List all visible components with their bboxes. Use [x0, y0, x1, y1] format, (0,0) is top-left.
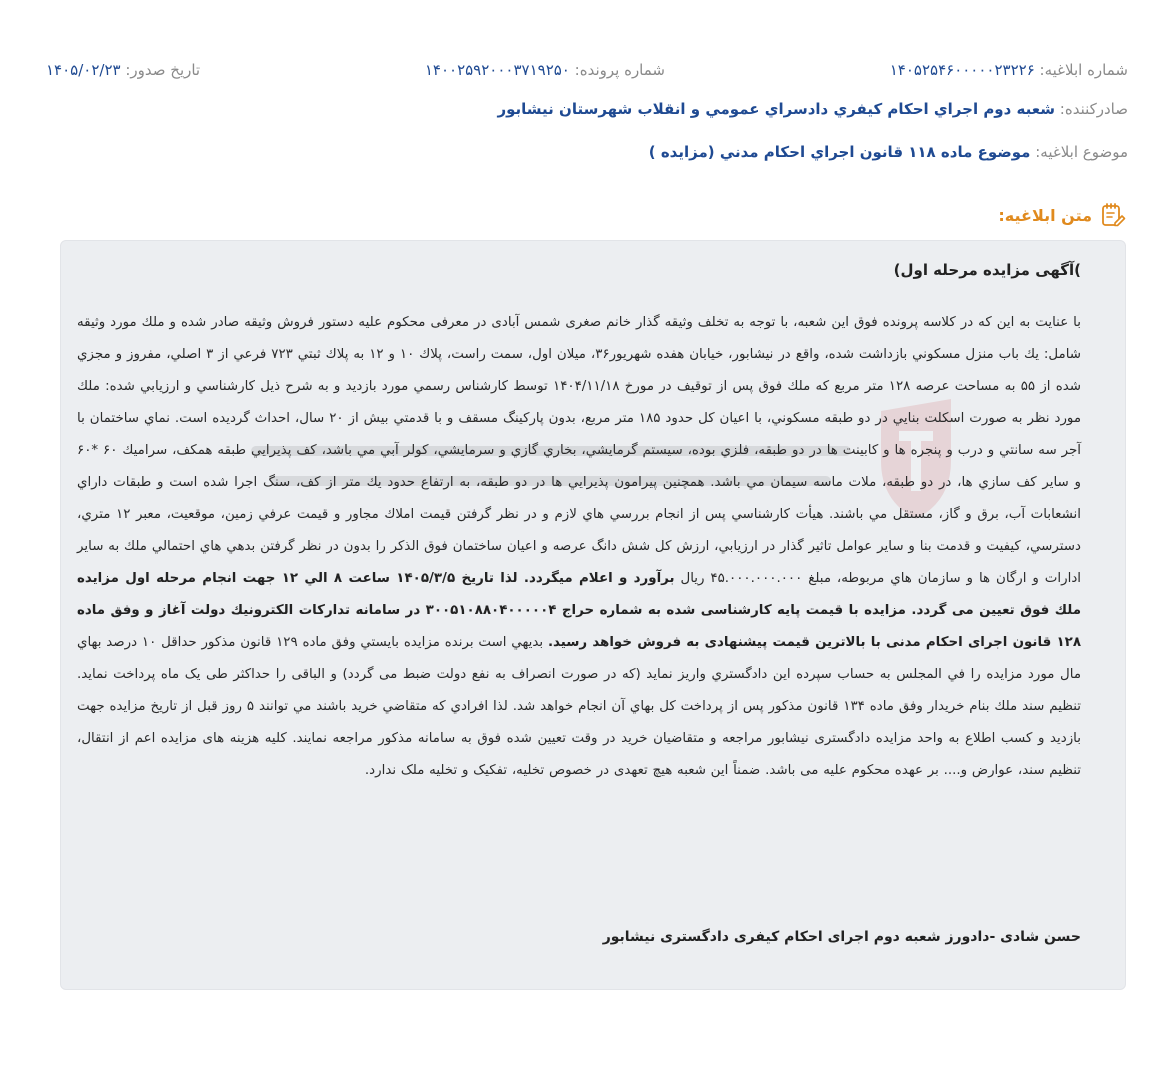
issuer-label: صادرکننده:	[1059, 100, 1128, 118]
document-edit-icon	[1100, 202, 1126, 228]
notice-section-title: متن ابلاغیه:	[998, 205, 1092, 225]
subject-line	[649, 143, 1128, 161]
notice-number	[890, 61, 1128, 79]
subject-label: موضوع ابلاغیه:	[1035, 143, 1128, 161]
notice-body-bold-part: برآورد و اعلام ميگردد. لذا تاريخ ۱۴۰۵/۳/۵ ساعت ۸ الي ۱۲ جهت انجام مرحله اول مزايده ملك فوق تعيين می گردد. مزايده با قيمت پايه كارشناسی شده به شماره حراج ۳۰۰۵۱۰۸۸۰۴۰۰۰۰۰۴ در سامانه تداركات الكترونيك دولت آغاز و وفق ماده ۱۲۸ قانون اجرای احكام مدنی با بالاترين قيمت پيشنهادی به فروش خواهد رسيد.	[77, 571, 1082, 650]
notice-body-part-3: بديهي است برنده مزايده بايستي وفق ماده ۱۲۹ قانون مذكور حداقل ۱۰ درصد بهاي مال مورد مزايده را في المجلس به حساب سپرده اين دادگستري واريز نمايد (كه در صورت انصراف به نفع دولت ضبط می گردد) و الباقی را حداكثر طی يک ماه پرداخت نمايد. تنظيم سند ملك بنام خريدار وفق ماده ۱۳۴ قانون مذكور پس از پرداخت كل بهاي آن انجام خواهد شد. لذا افرادي كه متقاضي خريد باشند مي توانند ۵ روز قبل از تاريخ مزايده جهت بازديد و كسب اطلاع به واحد مزايده دادگستری نيشابور مراجعه و متقاضيان خريد در وقت تعيين شده فوق به سامانه مذكور مراجعه نمايند. كليه هزينه های مزايده اعم از انتقال، تنظيم سند، عوارض و.... بر عهده محكوم عليه می باشد. ضمناً اين شعبه هيچ تعهدی در خصوص تخليه، تفكيک و تخليه ملک ندارد.	[77, 635, 1081, 778]
notice-meta-row	[46, 58, 1128, 82]
issue-date-value: ۱۴۰۵/۰۲/۲۳	[46, 61, 121, 79]
issue-date	[46, 61, 200, 79]
case-number-label: شماره پرونده:	[574, 61, 665, 79]
notice-number-label: شماره ابلاغیه:	[1039, 61, 1128, 79]
notice-body-box	[60, 240, 1126, 990]
subject-value: موضوع ماده ۱۱۸ قانون اجراي احكام مدني (مزايده )	[648, 143, 1031, 161]
issuer-line	[497, 100, 1128, 118]
notice-section-header	[998, 201, 1126, 229]
case-number-value: ۱۴۰۰۲۵۹۲۰۰۰۳۷۱۹۲۵۰	[424, 61, 570, 79]
case-number	[425, 61, 665, 79]
notice-number-value: ۱۴۰۵۲۵۴۶۰۰۰۰۰۲۳۲۲۶	[889, 61, 1035, 79]
issue-date-label: تاریخ صدور:	[125, 61, 201, 79]
notice-body-text	[77, 307, 1081, 787]
notice-heading: )آگهی مزایده مرحله اول)	[893, 261, 1081, 279]
notice-body-part-1: با عنايت به اين كه در كلاسه پرونده فوق اين شعبه، با توجه به تخلف وثيقه گذار خانم صغری شمس آبادی در معرفی محكوم عليه دستور فروش وثيقه صادر شده و ملك مورد وثيقه شامل: يك باب منزل مسكوني بازداشت شده، واقع در نيشابور، خيابان هفده شهريور۳۶، ميلان اول، سمت راست، پلاك ۱۰ و ۱۲ به پلاك ثبتي ۷۲۳ فرعي از ۳ اصلي، مفروز و مجزي شده از ۵۵ به مساحت عرصه ۱۲۸ متر مربع كه ملك فوق پس از توقيف در مورخ ۱۴۰۴/۱۱/۱۸ توسط كارشناس رسمي مورد بازديد و به شرح ذيل كارشناسي و ارزيابي شده: ملك مورد نظر به صورت اسكلت بنايي در دو طبقه مسكوني، با اعيان كل حدود ۱۸۵ متر مربع، بدون پاركينگ مسقف و با قدمتي بيش از ۲۰ سال، احداث گرديده است. نماي ساختمان با آجر سه سانتي و درب و پنجره ها و كابينت ها در دو طبقه، فلزي بوده، سيستم گرمايشي، بخاري گازي و سرمايشي، كولر آبي مي باشد، كف پذيرايي طبقه همكف، سراميك ۶۰ *۶۰ و ساير كف سازي ها، در دو طبقه، ملات ماسه سيمان مي باشد. همچنين پيرامون پذيرايي ها در دو طبقه، به ارتفاع حدود يك متر از كف، سنگ اجرا شده است و طبقات داراي انشعابات آب، برق و گاز، مستقل مي باشند. هيأت كارشناسي پس از انجام بررسي هاي لازم و در نظر گرفتن قيمت املاك مجاور و قيمت عرفي زمين، موقعيت، معبر ۱۲ متري، دسترسي، كيفيت و قدمت بنا و ساير عوامل تاثير گذار در ارزيابي، ارزش كل شش دانگ عرصه و اعيان ساختمان فوق الذكر را بدون در نظر گرفتن بدهي هاي احتمالي ملك به ساير ادارات و ارگان ها و سازمان هاي مربوطه، مبلغ ۴۵.۰۰۰.۰۰۰.۰۰۰ ريال	[77, 315, 1082, 586]
issuer-value: شعبه دوم اجراي احكام كيفري دادسراي عمومي و انقلاب شهرستان نيشابور	[497, 100, 1055, 118]
notice-signature: حسن شادی -دادورز شعبه دوم اجرای احكام كيفری دادگستری نيشابور	[602, 929, 1081, 945]
